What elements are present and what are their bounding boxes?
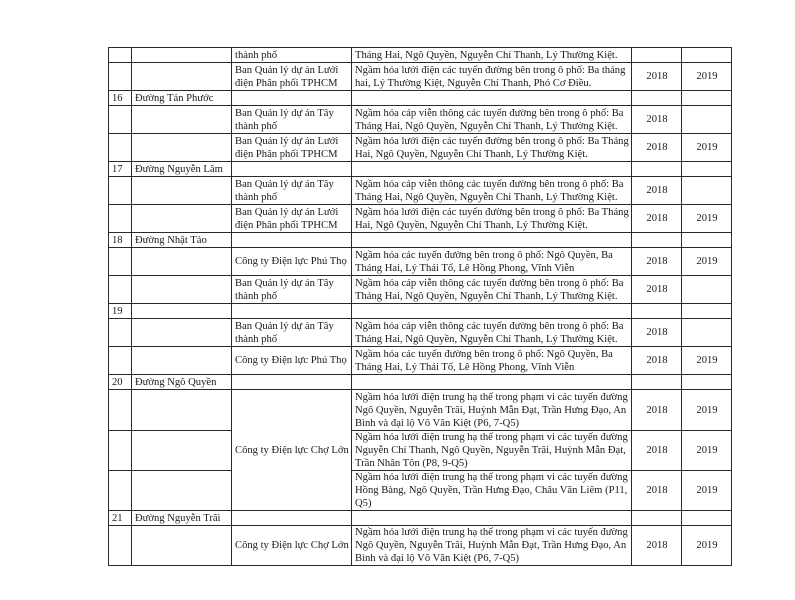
row-number bbox=[109, 526, 132, 566]
table-row bbox=[109, 106, 732, 134]
start-year: 2018 bbox=[632, 390, 682, 431]
road-name: Đường Tản Phước bbox=[132, 91, 232, 106]
start-year: 2018 bbox=[632, 276, 682, 304]
row-number: 19 bbox=[109, 304, 132, 319]
work-description: Ngầm hóa lưới điện trung hạ thế trong phạm vi các tuyến đường Ngô Quyền, Nguyễn Trãi, Huỳnh Mẫn Đạt, Trần Hưng Đạo, An Bình và đại lộ Võ Văn Kiệt (P6, 7-Q5) bbox=[352, 390, 632, 431]
end-year: 2019 bbox=[682, 63, 732, 91]
start-year: 2018 bbox=[632, 319, 682, 347]
implementing-unit bbox=[232, 511, 352, 526]
start-year bbox=[632, 511, 682, 526]
end-year: 2019 bbox=[682, 471, 732, 511]
row-number bbox=[109, 134, 132, 162]
table-row bbox=[109, 205, 732, 233]
implementing-unit: Công ty Điện lực Chợ Lớn bbox=[232, 390, 352, 511]
table-row bbox=[109, 347, 732, 375]
row-number bbox=[109, 48, 132, 63]
table-row bbox=[109, 319, 732, 347]
row-number bbox=[109, 63, 132, 91]
project-schedule-table bbox=[108, 47, 732, 566]
table-row bbox=[109, 48, 732, 63]
end-year bbox=[682, 177, 732, 205]
work-description: Ngầm hóa lưới điện các tuyến đường bên trong ô phố: Ba Tháng Hai, Ngô Quyền, Nguyễn Chí Thanh, Lý Thường Kiệt. bbox=[352, 134, 632, 162]
road-name bbox=[132, 48, 232, 63]
row-number bbox=[109, 471, 132, 511]
table-row bbox=[109, 134, 732, 162]
road-name bbox=[132, 248, 232, 276]
work-description bbox=[352, 162, 632, 177]
row-number: 20 bbox=[109, 375, 132, 390]
end-year bbox=[682, 162, 732, 177]
work-description: Ngầm hóa cáp viễn thông các tuyến đường bên trong ô phố: Ba Tháng Hai, Ngô Quyền, Nguyễn Chí Thanh, Lý Thường Kiệt. bbox=[352, 276, 632, 304]
end-year bbox=[682, 276, 732, 304]
end-year bbox=[682, 106, 732, 134]
road-name bbox=[132, 390, 232, 431]
implementing-unit: Công ty Điện lực Phú Thọ bbox=[232, 347, 352, 375]
start-year bbox=[632, 233, 682, 248]
work-description bbox=[352, 91, 632, 106]
table-row bbox=[109, 390, 732, 431]
table-row bbox=[109, 471, 732, 511]
work-description: Ngầm hóa cáp viễn thông các tuyến đường bên trong ô phố: Ba Tháng Hai, Ngô Quyền, Nguyễn Chí Thanh, Lý Thường Kiệt. bbox=[352, 106, 632, 134]
road-name bbox=[132, 106, 232, 134]
implementing-unit: Ban Quản lý dự án Tây thành phố bbox=[232, 106, 352, 134]
end-year: 2019 bbox=[682, 390, 732, 431]
work-description: Ngầm hóa lưới điện trung hạ thế trong phạm vi các tuyến đường Ngô Quyền, Nguyễn Trãi, Huỳnh Mẫn Đạt, Trần Hưng Đạo, An Bình và đại lộ Võ Văn Kiệt (P6, 7-Q5) bbox=[352, 526, 632, 566]
road-name bbox=[132, 431, 232, 471]
road-header-row bbox=[109, 162, 732, 177]
end-year: 2019 bbox=[682, 248, 732, 276]
end-year bbox=[682, 233, 732, 248]
table-row bbox=[109, 431, 732, 471]
work-description bbox=[352, 304, 632, 319]
implementing-unit bbox=[232, 304, 352, 319]
start-year bbox=[632, 162, 682, 177]
start-year: 2018 bbox=[632, 106, 682, 134]
table-row bbox=[109, 63, 732, 91]
implementing-unit bbox=[232, 162, 352, 177]
end-year bbox=[682, 319, 732, 347]
row-number bbox=[109, 319, 132, 347]
road-name: Đường Nguyễn Lâm bbox=[132, 162, 232, 177]
road-name bbox=[132, 134, 232, 162]
start-year bbox=[632, 304, 682, 319]
end-year bbox=[682, 375, 732, 390]
road-name: Đường Nguyễn Trãi bbox=[132, 511, 232, 526]
road-name: Đường Ngô Quyền bbox=[132, 375, 232, 390]
work-description: Ngầm hóa cáp viễn thông các tuyến đường bên trong ô phố: Ba Tháng Hai, Ngô Quyền, Nguyễn Chí Thanh, Lý Thường Kiệt. bbox=[352, 177, 632, 205]
implementing-unit: Ban Quản lý dự án Tây thành phố bbox=[232, 177, 352, 205]
road-header-row bbox=[109, 375, 732, 390]
end-year bbox=[682, 304, 732, 319]
road-name bbox=[132, 471, 232, 511]
work-description bbox=[352, 375, 632, 390]
road-name bbox=[132, 63, 232, 91]
road-header-row bbox=[109, 91, 732, 106]
road-name bbox=[132, 276, 232, 304]
start-year: 2018 bbox=[632, 526, 682, 566]
road-name bbox=[132, 319, 232, 347]
implementing-unit bbox=[232, 233, 352, 248]
implementing-unit: Công ty Điện lực Chợ Lớn bbox=[232, 526, 352, 566]
row-number: 16 bbox=[109, 91, 132, 106]
road-name bbox=[132, 205, 232, 233]
start-year: 2018 bbox=[632, 205, 682, 233]
table-row bbox=[109, 526, 732, 566]
work-description: Ngầm hóa các tuyến đường bên trong ô phố: Ngô Quyền, Ba Tháng Hai, Lý Thái Tổ, Lê Hồng Phong, Vĩnh Viễn bbox=[352, 248, 632, 276]
end-year bbox=[682, 511, 732, 526]
road-header-row bbox=[109, 304, 732, 319]
row-number bbox=[109, 390, 132, 431]
road-name: Đường Nhật Tảo bbox=[132, 233, 232, 248]
work-description: Ngầm hóa cáp viễn thông các tuyến đường bên trong ô phố: Ba Tháng Hai, Ngô Quyền, Nguyễn Chí Thanh, Lý Thường Kiệt. bbox=[352, 319, 632, 347]
start-year: 2018 bbox=[632, 63, 682, 91]
end-year: 2019 bbox=[682, 134, 732, 162]
row-number bbox=[109, 347, 132, 375]
work-description bbox=[352, 233, 632, 248]
implementing-unit bbox=[232, 91, 352, 106]
implementing-unit: Ban Quản lý dự án Tây thành phố bbox=[232, 319, 352, 347]
road-name bbox=[132, 526, 232, 566]
start-year: 2018 bbox=[632, 471, 682, 511]
implementing-unit: Ban Quản lý dự án Lưới điện Phân phối TPHCM bbox=[232, 63, 352, 91]
table-row bbox=[109, 177, 732, 205]
row-number bbox=[109, 205, 132, 233]
road-header-row bbox=[109, 511, 732, 526]
work-description: Tháng Hai, Ngô Quyền, Nguyễn Chí Thanh, Lý Thường Kiệt. bbox=[352, 48, 632, 63]
row-number: 17 bbox=[109, 162, 132, 177]
implementing-unit: Ban Quản lý dự án Tây thành phố bbox=[232, 276, 352, 304]
end-year bbox=[682, 91, 732, 106]
road-header-row bbox=[109, 233, 732, 248]
start-year: 2018 bbox=[632, 347, 682, 375]
end-year bbox=[682, 48, 732, 63]
road-name bbox=[132, 304, 232, 319]
start-year: 2018 bbox=[632, 431, 682, 471]
implementing-unit: thành phố bbox=[232, 48, 352, 63]
work-description: Ngầm hóa lưới điện các tuyến đường bên trong ô phố: Ba Tháng Hai, Ngô Quyền, Nguyễn Chí Thanh, Lý Thường Kiệt. bbox=[352, 205, 632, 233]
implementing-unit bbox=[232, 375, 352, 390]
road-name bbox=[132, 177, 232, 205]
end-year: 2019 bbox=[682, 347, 732, 375]
row-number bbox=[109, 276, 132, 304]
row-number: 21 bbox=[109, 511, 132, 526]
end-year: 2019 bbox=[682, 526, 732, 566]
road-name bbox=[132, 347, 232, 375]
start-year: 2018 bbox=[632, 248, 682, 276]
table-row bbox=[109, 248, 732, 276]
start-year: 2018 bbox=[632, 134, 682, 162]
work-description: Ngầm hóa lưới điện trung hạ thế trong phạm vi các tuyến đường Hồng Bàng, Ngô Quyền, Trần Hưng Đạo, Châu Văn Liêm (P11, Q5) bbox=[352, 471, 632, 511]
end-year: 2019 bbox=[682, 205, 732, 233]
work-description: Ngầm hóa lưới điện các tuyến đường bên trong ô phố: Ba tháng hai, Lý Thường Kiệt, Nguyễn Chí Thanh, Phó Cơ Điều. bbox=[352, 63, 632, 91]
start-year: 2018 bbox=[632, 177, 682, 205]
end-year: 2019 bbox=[682, 431, 732, 471]
table-row bbox=[109, 276, 732, 304]
start-year bbox=[632, 91, 682, 106]
row-number bbox=[109, 177, 132, 205]
row-number bbox=[109, 106, 132, 134]
work-description: Ngầm hóa các tuyến đường bên trong ô phố: Ngô Quyền, Ba Tháng Hai, Lý Thái Tổ, Lê Hồng Phong, Vĩnh Viễn bbox=[352, 347, 632, 375]
start-year bbox=[632, 48, 682, 63]
work-description: Ngầm hóa lưới điện trung hạ thế trong phạm vi các tuyến đường Nguyễn Chí Thanh, Ngô Quyền, Nguyễn Trãi, Huỳnh Mẫn Đạt, Trần Nhân Tôn (P8, 9-Q5) bbox=[352, 431, 632, 471]
implementing-unit: Ban Quản lý dự án Lưới điện Phân phối TPHCM bbox=[232, 205, 352, 233]
row-number bbox=[109, 431, 132, 471]
row-number bbox=[109, 248, 132, 276]
work-description bbox=[352, 511, 632, 526]
row-number: 18 bbox=[109, 233, 132, 248]
start-year bbox=[632, 375, 682, 390]
implementing-unit: Công ty Điện lực Phú Thọ bbox=[232, 248, 352, 276]
implementing-unit: Ban Quản lý dự án Lưới điện Phân phối TPHCM bbox=[232, 134, 352, 162]
